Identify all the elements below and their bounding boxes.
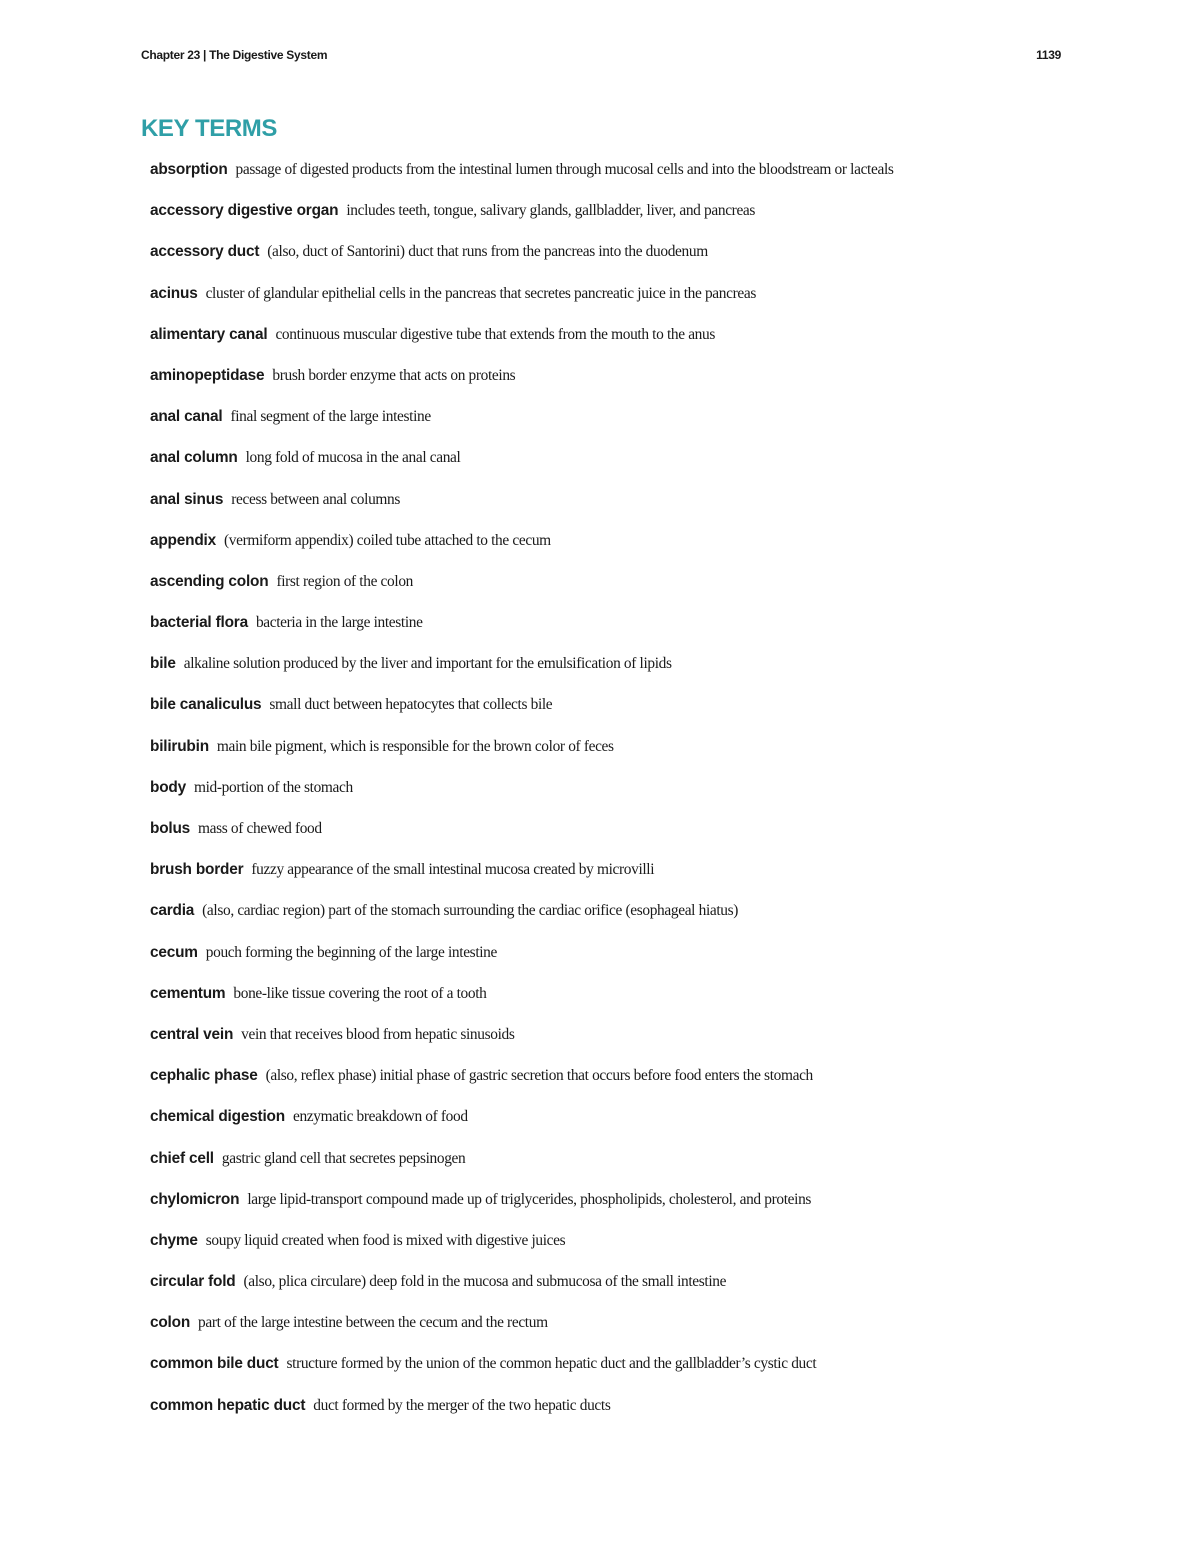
term-definition: large lipid-transport compound made up of triglycerides, phospholipids, cholesterol, and proteins bbox=[247, 1190, 812, 1208]
term-entry bbox=[150, 160, 1060, 180]
term-entry bbox=[150, 407, 1060, 427]
term-entry bbox=[150, 901, 1060, 921]
term-entry bbox=[150, 1231, 1060, 1251]
term-definition: soupy liquid created when food is mixed with digestive juices bbox=[205, 1231, 566, 1249]
chapter-title: Chapter 23 | The Digestive System bbox=[141, 48, 328, 62]
term-word: aminopeptidase bbox=[150, 366, 265, 384]
term-entry bbox=[150, 1190, 1060, 1210]
term-definition: bacteria in the large intestine bbox=[255, 614, 423, 632]
term-word: anal canal bbox=[150, 408, 223, 426]
term-definition: duct formed by the merger of the two hepatic ducts bbox=[313, 1396, 611, 1414]
term-entry bbox=[150, 695, 1060, 715]
term-definition: (also, cardiac region) part of the stomach surrounding the cardiac orifice (esophageal hiatus) bbox=[202, 902, 739, 920]
key-terms-list bbox=[150, 160, 1060, 1437]
term-word: anal column bbox=[150, 449, 238, 467]
term-entry bbox=[150, 737, 1060, 757]
term-definition: cluster of glandular epithelial cells in the pancreas that secretes pancreatic juice in the pancreas bbox=[205, 284, 756, 302]
term-definition: vein that receives blood from hepatic sinusoids bbox=[241, 1025, 515, 1043]
term-entry bbox=[150, 1313, 1060, 1333]
term-definition: small duct between hepatocytes that collects bile bbox=[269, 696, 553, 714]
term-entry bbox=[150, 242, 1060, 262]
term-entry bbox=[150, 819, 1060, 839]
term-definition: (also, duct of Santorini) duct that runs from the pancreas into the duodenum bbox=[267, 243, 708, 261]
term-word: accessory duct bbox=[150, 243, 260, 261]
term-entry bbox=[150, 1025, 1060, 1045]
term-definition: alkaline solution produced by the liver and important for the emulsification of lipids bbox=[183, 655, 672, 673]
term-word: common hepatic duct bbox=[150, 1396, 306, 1414]
term-definition: passage of digested products from the intestinal lumen through mucosal cells and into the bloodstream or lacteals bbox=[235, 161, 894, 178]
term-entry bbox=[150, 572, 1060, 592]
term-entry bbox=[150, 613, 1060, 633]
term-definition: mass of chewed food bbox=[198, 820, 322, 837]
term-entry bbox=[150, 448, 1060, 468]
page-number: 1139 bbox=[1036, 48, 1061, 62]
term-entry bbox=[150, 984, 1060, 1004]
term-word: chyme bbox=[150, 1231, 198, 1249]
term-definition: (vermiform appendix) coiled tube attached to the cecum bbox=[223, 531, 551, 549]
term-word: bile canaliculus bbox=[150, 696, 262, 714]
term-definition: bone-like tissue covering the root of a tooth bbox=[233, 984, 487, 1002]
term-entry bbox=[150, 366, 1060, 386]
term-word: chylomicron bbox=[150, 1190, 240, 1208]
term-definition: gastric gland cell that secretes pepsinogen bbox=[221, 1149, 466, 1167]
term-word: cardia bbox=[150, 902, 195, 920]
term-definition: (also, reflex phase) initial phase of gastric secretion that occurs before food enters the stomach bbox=[265, 1067, 813, 1085]
term-entry bbox=[150, 1354, 1060, 1374]
term-definition: continuous muscular digestive tube that extends from the mouth to the anus bbox=[275, 325, 716, 343]
term-word: appendix bbox=[150, 531, 216, 549]
term-word: bolus bbox=[150, 820, 191, 837]
term-word: common bile duct bbox=[150, 1355, 279, 1373]
term-definition: structure formed by the union of the common hepatic duct and the gallbladder’s cystic duct bbox=[286, 1355, 817, 1373]
term-word: cecum bbox=[150, 943, 198, 961]
term-entry bbox=[150, 201, 1060, 221]
term-word: central vein bbox=[150, 1025, 234, 1043]
term-entry bbox=[150, 1066, 1060, 1086]
term-word: cephalic phase bbox=[150, 1067, 258, 1085]
term-definition: (also, plica circulare) deep fold in the mucosa and submucosa of the small intestine bbox=[243, 1273, 727, 1291]
term-definition: final segment of the large intestine bbox=[230, 408, 431, 426]
term-word: accessory digestive organ bbox=[150, 202, 339, 220]
term-word: brush border bbox=[150, 861, 244, 879]
term-word: bile bbox=[150, 655, 176, 673]
term-word: absorption bbox=[150, 161, 228, 178]
term-entry bbox=[150, 1107, 1060, 1127]
term-entry bbox=[150, 1149, 1060, 1169]
term-definition: recess between anal columns bbox=[231, 490, 401, 508]
term-word: chemical digestion bbox=[150, 1108, 285, 1126]
term-entry bbox=[150, 490, 1060, 510]
term-entry bbox=[150, 531, 1060, 551]
term-definition: first region of the colon bbox=[276, 572, 414, 590]
section-title: KEY TERMS bbox=[141, 115, 277, 142]
term-definition: long fold of mucosa in the anal canal bbox=[245, 449, 461, 467]
term-entry bbox=[150, 1272, 1060, 1292]
running-header bbox=[141, 48, 1061, 62]
term-entry bbox=[150, 1396, 1060, 1416]
term-entry bbox=[150, 284, 1060, 304]
term-word: acinus bbox=[150, 284, 198, 302]
term-word: bacterial flora bbox=[150, 614, 248, 632]
term-entry bbox=[150, 943, 1060, 963]
term-word: anal sinus bbox=[150, 490, 224, 508]
term-word: cementum bbox=[150, 984, 226, 1002]
term-definition: pouch forming the beginning of the large intestine bbox=[205, 943, 498, 961]
term-entry bbox=[150, 325, 1060, 345]
term-definition: part of the large intestine between the cecum and the rectum bbox=[198, 1314, 548, 1332]
term-word: colon bbox=[150, 1314, 191, 1332]
term-word: ascending colon bbox=[150, 572, 269, 590]
term-word: chief cell bbox=[150, 1149, 214, 1167]
term-word: bilirubin bbox=[150, 737, 209, 755]
term-word: body bbox=[150, 778, 186, 796]
term-entry bbox=[150, 860, 1060, 880]
term-word: circular fold bbox=[150, 1273, 236, 1291]
term-definition: mid-portion of the stomach bbox=[193, 778, 353, 796]
term-definition: brush border enzyme that acts on proteins bbox=[272, 366, 516, 384]
term-definition: fuzzy appearance of the small intestinal mucosa created by microvilli bbox=[251, 861, 655, 879]
term-word: alimentary canal bbox=[150, 325, 268, 343]
term-entry bbox=[150, 654, 1060, 674]
term-definition: main bile pigment, which is responsible for the brown color of feces bbox=[216, 737, 614, 755]
term-definition: enzymatic breakdown of food bbox=[292, 1108, 468, 1126]
term-definition: includes teeth, tongue, salivary glands, gallbladder, liver, and pancreas bbox=[346, 202, 756, 220]
term-entry bbox=[150, 778, 1060, 798]
